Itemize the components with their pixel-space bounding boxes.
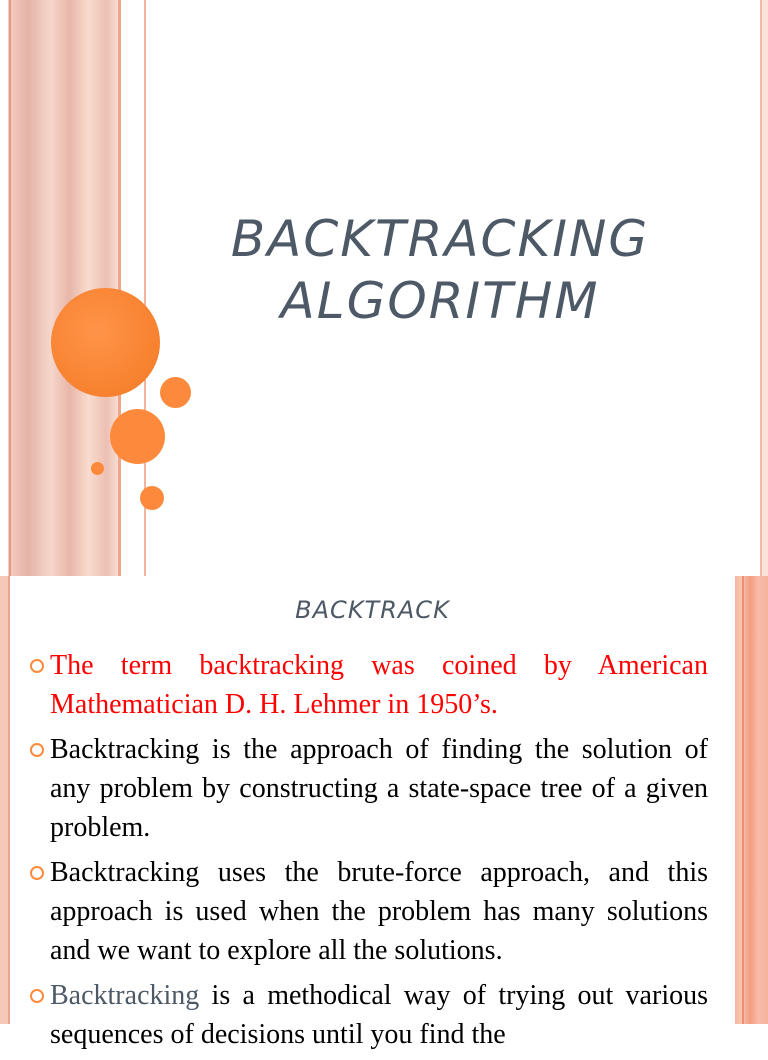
bullet-text: Backtracking is the approach of finding the solution of any problem by constructing a state-space tree of a given problem.: [50, 734, 708, 843]
bullet-text: Backtracking uses the brute-force approach, and this approach is used when the problem has many solutions and we want to explore all the solutions.: [50, 857, 708, 966]
decorative-right-band: [735, 576, 768, 1024]
slide-title-text: BACKTRACKING ALGORITHM: [230, 210, 650, 330]
bullet-list: [28, 646, 708, 1060]
decorative-circle-small: [91, 462, 104, 475]
decorative-line: [8, 576, 10, 1024]
decorative-left-strip: [0, 576, 8, 1024]
bullet-item: [28, 976, 708, 1054]
decorative-circle: [160, 377, 191, 408]
decorative-circle-large: [51, 288, 160, 397]
bullet-lead-term: Backtracking: [50, 980, 200, 1011]
bullet-text: The term backtracking was coined by American Mathematician D. H. Lehmer in 1950’s.: [50, 650, 708, 720]
decorative-line: [742, 576, 744, 1024]
circle-bullet-icon: [30, 659, 44, 673]
bullet-text: is a methodical way of trying out various sequences of decisions until you find the: [50, 980, 708, 1050]
circle-bullet-icon: [30, 866, 44, 880]
decorative-line: [118, 0, 121, 576]
decorative-circle: [140, 486, 164, 510]
bullet-item: [28, 646, 708, 724]
bullet-item: [28, 730, 708, 847]
circle-bullet-icon: [30, 743, 44, 757]
circle-bullet-icon: [30, 989, 44, 1003]
decorative-circle: [110, 409, 165, 464]
slide-heading: BACKTRACK: [295, 596, 450, 624]
decorative-line: [760, 0, 762, 576]
decorative-line: [9, 0, 11, 576]
bullet-item: [28, 853, 708, 970]
slide-content: [0, 576, 768, 1050]
